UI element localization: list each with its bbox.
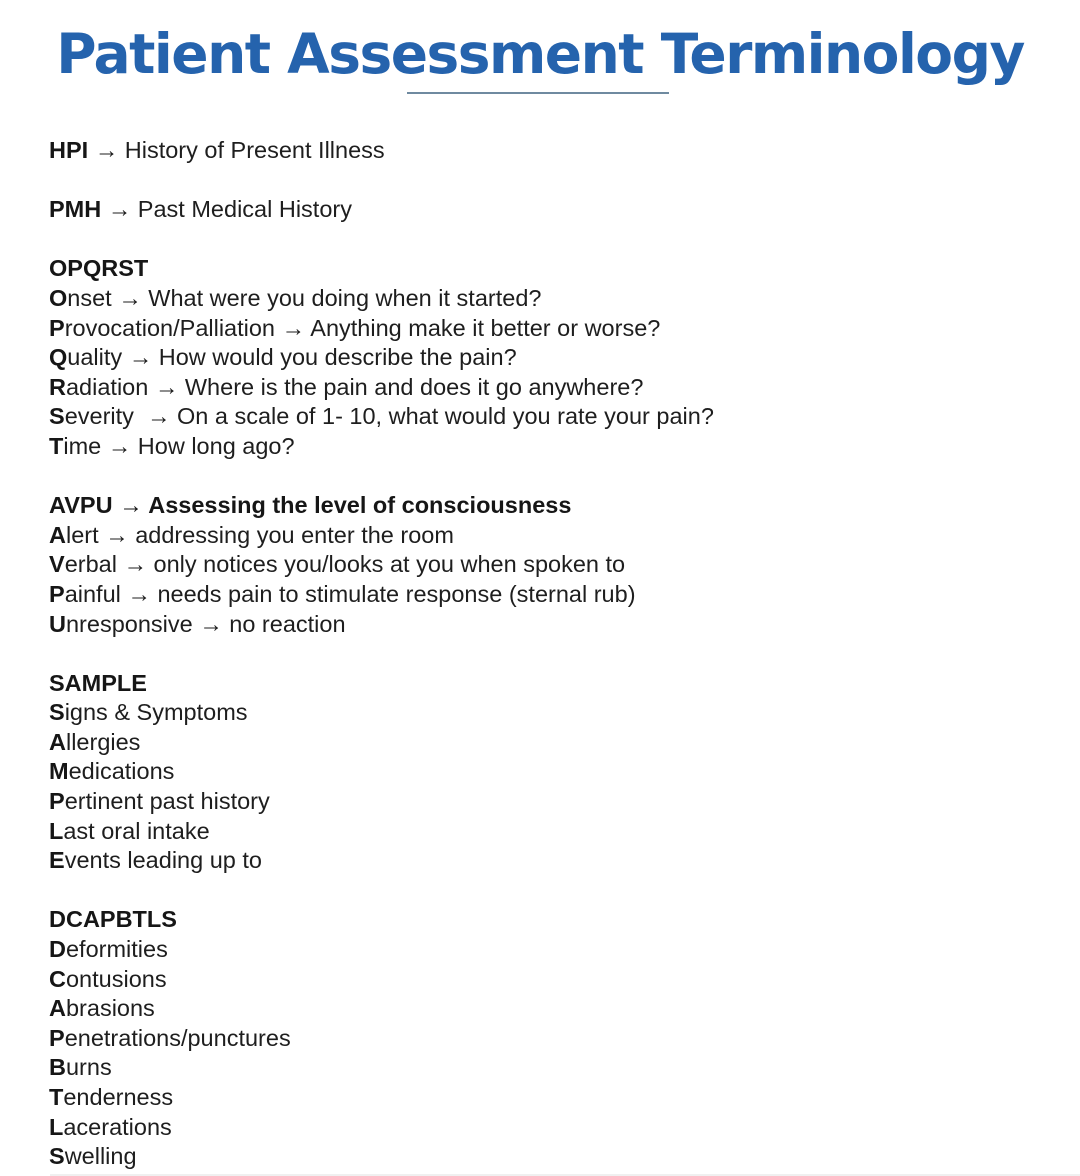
arrow-icon: → <box>123 551 147 578</box>
mnemonic-word-rest: ontusions <box>65 965 167 992</box>
arrow-icon: → <box>281 314 306 341</box>
list-item <box>49 610 1080 640</box>
mnemonic-word-rest: uality <box>67 344 123 371</box>
list-item <box>49 1142 1080 1172</box>
section-heading: OPQRST <box>49 255 149 282</box>
mnemonic-word-rest: adiation <box>65 373 149 400</box>
list-item <box>49 1053 1080 1083</box>
arrow-icon: → <box>128 344 153 371</box>
list-item <box>49 965 1080 995</box>
list-item <box>49 757 1080 787</box>
mnemonic-letter: B <box>49 1054 66 1081</box>
list-item <box>49 1083 1080 1113</box>
arrow-icon: → <box>154 373 179 400</box>
list-item <box>49 817 1080 847</box>
mnemonic-word-rest: lert <box>65 521 99 548</box>
mnemonic-letter: E <box>49 847 65 874</box>
mnemonic-word-rest: ertinent past history <box>64 788 270 815</box>
mnemonic-description: addressing you enter the room <box>135 521 454 548</box>
list-item <box>49 432 1080 462</box>
mnemonic-word-rest: acerations <box>63 1113 172 1140</box>
mnemonic-letter: P <box>49 1024 65 1051</box>
list-item <box>49 314 1080 344</box>
mnemonic-letter: L <box>49 817 64 844</box>
mnemonic-letter: V <box>49 551 65 578</box>
mnemonic-description: How would you describe the pain? <box>158 344 517 371</box>
mnemonic-word-rest: nset <box>67 284 112 311</box>
mnemonic-letter: S <box>49 1143 65 1170</box>
mnemonic-letter: T <box>49 1084 64 1110</box>
section-heading-desc: Assessing the level of consciousness <box>148 492 572 519</box>
term-abbreviation: HPI <box>49 137 89 163</box>
mnemonic-word-rest: erbal <box>64 551 117 578</box>
list-item <box>49 521 1080 551</box>
section-dcapbtls <box>49 905 1080 1171</box>
mnemonic-description: no reaction <box>229 610 346 637</box>
section-heading-abbr: AVPU <box>49 492 113 519</box>
list-item <box>49 550 1080 580</box>
mnemonic-letter: P <box>49 788 65 815</box>
list-item <box>49 935 1080 965</box>
term-meaning: Past Medical History <box>137 196 352 223</box>
arrow-icon: → <box>119 492 143 519</box>
section-heading: SAMPLE <box>49 669 147 696</box>
mnemonic-word-rest: rovocation/Palliation <box>64 314 276 341</box>
mnemonic-letter: O <box>49 284 68 311</box>
section-sample <box>49 669 1080 876</box>
mnemonic-word-rest: everity <box>64 403 141 430</box>
mnemonic-description: only notices you/looks at you when spoken to <box>153 551 626 578</box>
list-item <box>49 343 1080 373</box>
mnemonic-word-rest: vents leading up to <box>64 847 262 874</box>
mnemonic-list <box>49 698 1080 876</box>
arrow-icon: → <box>105 521 129 548</box>
mnemonic-list <box>49 935 1080 1172</box>
arrow-icon: → <box>94 137 119 163</box>
mnemonic-description: On a scale of 1- 10, what would you rate your pain? <box>177 403 714 430</box>
definition-pmh <box>49 195 1080 225</box>
mnemonic-word-rest: edications <box>68 758 175 785</box>
mnemonic-letter: D <box>49 936 66 963</box>
mnemonic-letter: T <box>49 432 64 459</box>
mnemonic-word-rest: llergies <box>65 728 141 755</box>
list-item <box>49 787 1080 817</box>
mnemonic-word-rest: eformities <box>65 936 168 963</box>
list-item <box>49 698 1080 728</box>
mnemonic-letter: A <box>49 995 66 1022</box>
mnemonic-word-rest: urns <box>65 1054 112 1081</box>
section-avpu <box>49 491 1080 639</box>
mnemonic-description: How long ago? <box>137 432 295 459</box>
mnemonic-word-rest: enderness <box>63 1084 174 1110</box>
list-item <box>49 284 1080 314</box>
mnemonic-letter: L <box>49 1113 64 1140</box>
arrow-icon: → <box>199 610 223 637</box>
list-item <box>49 1024 1080 1054</box>
list-item <box>49 728 1080 758</box>
mnemonic-description: Where is the pain and does it go anywhere? <box>184 373 644 400</box>
mnemonic-description: needs pain to stimulate response (sternal rub) <box>157 580 636 607</box>
title-underline <box>407 92 669 94</box>
arrow-icon: → <box>107 432 132 459</box>
section-heading <box>49 491 1080 521</box>
arrow-icon: → <box>107 196 132 223</box>
mnemonic-letter: S <box>49 699 65 726</box>
mnemonic-word-rest: welling <box>64 1143 137 1170</box>
mnemonic-letter: A <box>49 728 66 755</box>
list-item <box>49 373 1080 403</box>
mnemonic-letter: P <box>49 580 65 607</box>
mnemonic-word-rest: igns & Symptoms <box>64 699 248 726</box>
mnemonic-letter: C <box>49 965 66 992</box>
mnemonic-description: Anything make it better or worse? <box>310 314 661 341</box>
mnemonic-letter: P <box>49 314 65 341</box>
mnemonic-description: What were you doing when it started? <box>148 284 542 311</box>
term-abbreviation: PMH <box>49 196 102 223</box>
definition-hpi <box>49 136 1080 166</box>
mnemonic-word-rest: ast oral intake <box>63 817 210 844</box>
arrow-icon: → <box>146 403 171 430</box>
mnemonic-letter: S <box>49 403 65 430</box>
mnemonic-list <box>49 521 1080 639</box>
list-item <box>49 1113 1080 1143</box>
document-body <box>49 136 1080 1172</box>
mnemonic-letter: U <box>49 610 66 637</box>
mnemonic-word-rest: nresponsive <box>65 610 193 637</box>
mnemonic-list <box>49 284 1080 462</box>
mnemonic-letter: M <box>49 758 69 785</box>
list-item <box>49 994 1080 1024</box>
mnemonic-word-rest: brasions <box>65 995 155 1022</box>
mnemonic-letter: Q <box>49 344 68 371</box>
mnemonic-word-rest: ime <box>63 432 102 459</box>
section-heading: DCAPBTLS <box>49 906 177 933</box>
list-item <box>49 846 1080 876</box>
page-title: Patient Assessment Terminology <box>56 22 1024 86</box>
mnemonic-word-rest: enetrations/punctures <box>64 1024 291 1051</box>
mnemonic-letter: A <box>49 521 66 548</box>
mnemonic-letter: R <box>49 373 66 400</box>
arrow-icon: → <box>127 580 151 607</box>
list-item <box>49 580 1080 610</box>
list-item <box>49 402 1080 432</box>
term-meaning: History of Present Illness <box>124 137 385 163</box>
arrow-icon: → <box>118 284 142 311</box>
section-opqrst <box>49 254 1080 461</box>
mnemonic-word-rest: ainful <box>64 580 121 607</box>
